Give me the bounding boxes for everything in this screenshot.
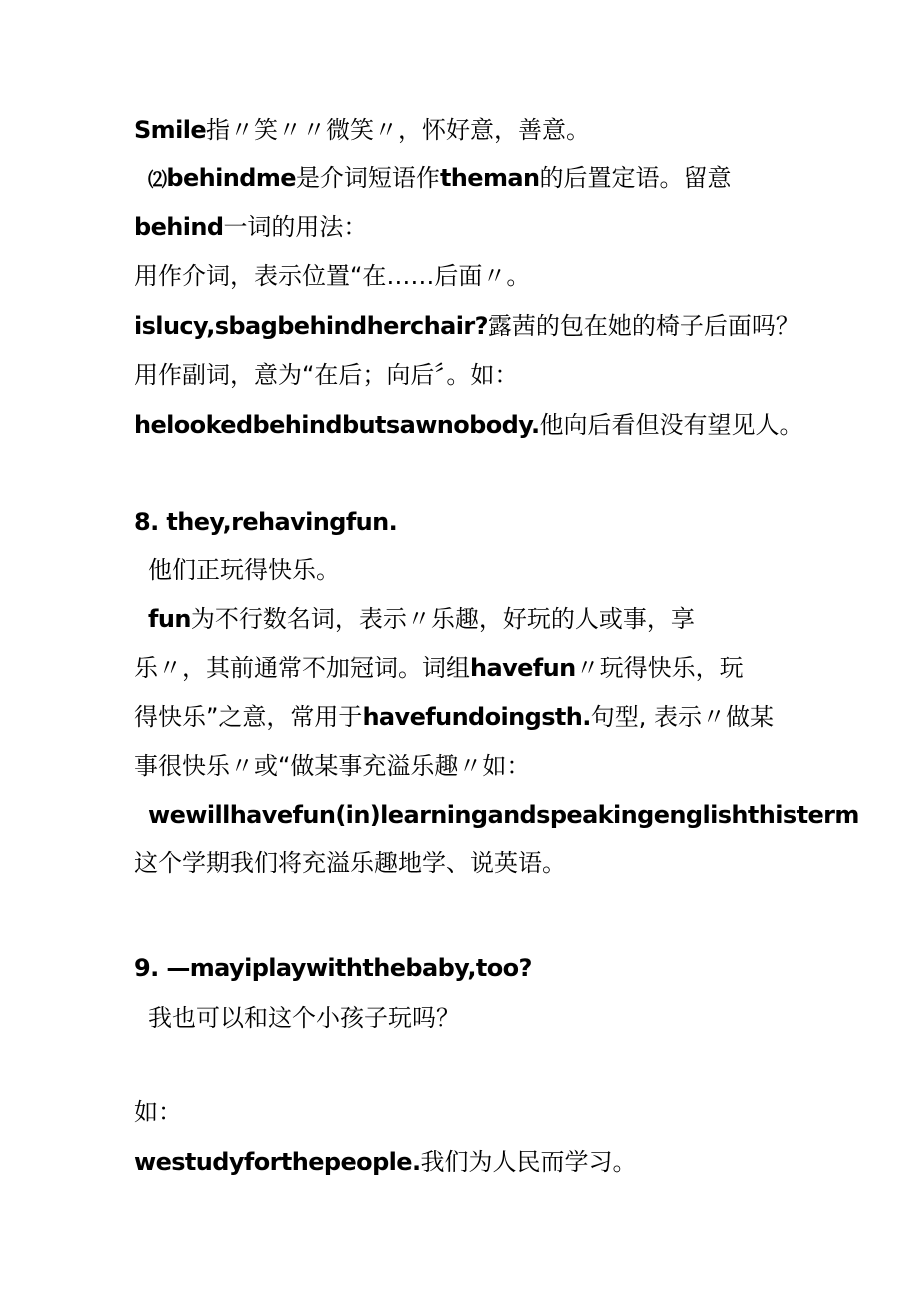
- english-term: Smile: [134, 116, 207, 144]
- english-example: islucy,sbagbehindherchair?: [134, 312, 488, 340]
- chinese-text: 这个学期我们将充溢乐趣地学、说英语。: [134, 849, 566, 877]
- chinese-text: 为不行数名词，表示〃乐趣，好玩的人或事，享: [190, 605, 695, 633]
- chinese-text: 用作副词，意为“在后；向后〞。如：: [134, 361, 519, 389]
- english-heading: 8. they,rehavingfun.: [134, 508, 398, 536]
- text-line-example-looked: [134, 410, 804, 440]
- text-line-example-westudy: [134, 1147, 636, 1177]
- english-heading: 9. —mayiplaywiththebaby,too?: [134, 954, 532, 982]
- chinese-text: 句型, 表示〃做某: [590, 703, 775, 731]
- text-line-havefun: [134, 653, 744, 683]
- english-term: havefun: [470, 654, 576, 682]
- chinese-text: 是介词短语作: [295, 164, 440, 192]
- chinese-text: 我们为人民而学习。: [420, 1148, 637, 1176]
- chinese-text: 用作介词，表示位置“在……后面〃。: [134, 262, 531, 290]
- chinese-text: 得快乐”之意，常用于: [134, 703, 363, 731]
- english-example: westudyforthepeople.: [134, 1148, 421, 1176]
- text-line-adverb: [134, 360, 518, 390]
- text-line-translation-wewill: [134, 848, 566, 878]
- text-line-behind-usage: [134, 212, 367, 242]
- chinese-text: 事很快乐〃或“做某事充溢乐趣〃如：: [134, 752, 531, 780]
- chinese-text: 〃玩得快乐，玩: [575, 654, 744, 682]
- text-line-translation-8: [148, 555, 340, 585]
- english-term: theman: [439, 164, 540, 192]
- text-line-example-label: [134, 1097, 182, 1127]
- heading-item-9: [134, 953, 532, 983]
- english-term: behindme: [166, 164, 296, 192]
- heading-item-8: [134, 507, 397, 537]
- chinese-text: 的后置定语。留意: [539, 164, 732, 192]
- text-line-example-lucy: [134, 311, 800, 341]
- item-number: ⑵: [148, 169, 167, 191]
- english-term: behind: [134, 213, 224, 241]
- text-line-havefundoing: [134, 702, 774, 732]
- text-line-preposition: [134, 261, 530, 291]
- text-line-meaning: [134, 751, 530, 781]
- text-line-fun: [148, 604, 695, 634]
- chinese-text: 他们正玩得快乐。: [148, 556, 340, 584]
- chinese-text: 如：: [134, 1098, 182, 1126]
- english-term: fun: [148, 605, 191, 633]
- english-term: havefundoingsth.: [362, 703, 591, 731]
- chinese-text: 一词的用法：: [223, 213, 368, 241]
- english-example: wewillhavefun(in)learningandspeakingenglishthisterm: [148, 801, 859, 829]
- chinese-text: 露茜的包在她的椅子后面吗？: [487, 312, 800, 340]
- chinese-text: 他向后看但没有望见人。: [539, 411, 804, 439]
- english-example: helookedbehindbutsawnobody.: [134, 411, 540, 439]
- chinese-text: 我也可以和这个小孩子玩吗？: [148, 1004, 460, 1032]
- text-line-smile: [134, 115, 590, 145]
- text-line-translation-9: [148, 1003, 460, 1033]
- text-line-example-wewill: [148, 800, 859, 830]
- chinese-text: 指〃笑〃〃微笑〃，怀好意，善意。: [206, 116, 591, 144]
- chinese-text: 乐〃，其前通常不加冠词。词组: [134, 654, 470, 682]
- text-line-behindme: [148, 163, 731, 193]
